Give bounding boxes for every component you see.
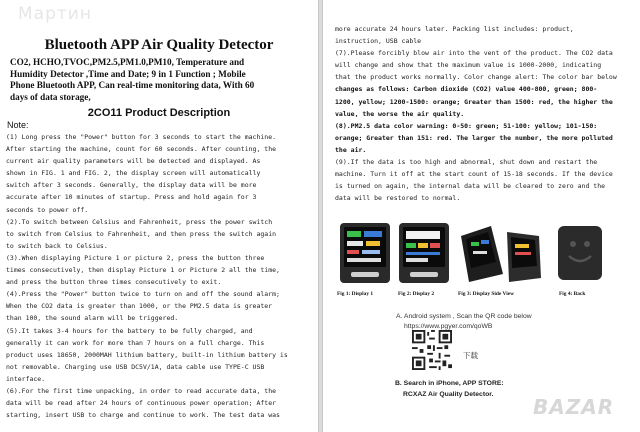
left-page [0, 0, 318, 432]
instruction-line: (9).If the data is too high and abnormal, shut down and restart the [335, 158, 598, 167]
device-side-view-photo [457, 222, 547, 284]
spec-paragraph [10, 57, 310, 103]
android-instruction-line: A. Android system , Scan the QR code below [396, 313, 532, 320]
instruction-line: After starting the machine, count for 60 seconds. After counting, the [6, 145, 277, 154]
instruction-line: changes as follows: Carbon dioxide (CO2) value 400-800, green; 800- [335, 85, 598, 94]
instruction-line: value, the worse the air quality. [335, 109, 465, 118]
instruction-line: (8).PM2.5 data color warning: 0-50: green; 51-100: yellow; 101-150: [335, 121, 598, 130]
qr-code[interactable] [412, 330, 452, 370]
ios-instruction-line: B. Search in iPhone, APP STORE: [395, 380, 504, 387]
watermark-text: Мартин [18, 4, 92, 24]
instruction-line: and press the button three times consecutively to exit. [6, 278, 222, 287]
instruction-line: interface. [6, 374, 46, 383]
instruction-line: starting, insert USB to charge and continue to work. The test data was [6, 411, 280, 420]
instruction-line: seconds to power off. [6, 205, 89, 214]
instructions-text [6, 131, 288, 421]
instruction-line: switch after 3 seconds. Generally, the display data will be more [6, 181, 257, 190]
download-url[interactable]: https://www.pgyer.com/qoWB [404, 322, 493, 330]
instruction-line: (4).Press the "Power" button twice to turn on and off the sound alarm; [6, 290, 280, 299]
instruction-line: (3).When displaying Picture 1 or picture 2, press the button three [6, 253, 265, 262]
instruction-line: instruction, USB cable [335, 37, 422, 46]
instruction-line: 1200, yellow; 1200-1500: orange; Greater than 1500: red, the higher the [335, 97, 613, 106]
qr-download-label: 下载 [463, 351, 478, 360]
instruction-line: not removable. Charging use USB DC5V/1A, data cable use TYPE-C USB [6, 362, 265, 371]
instruction-line: When the CO2 data is greater than 1000, or the PM2.5 data is greater [6, 302, 273, 311]
device-display-2-photo [398, 222, 450, 284]
instruction-line: will change and show that the maximum value is 1000-2000, indicating [335, 61, 602, 70]
android-instructions [396, 312, 532, 331]
figure-caption: Fig 4: Back [559, 291, 586, 297]
note-label: Note: [7, 120, 29, 130]
device-display-1-photo [339, 222, 391, 284]
instruction-line: times consecutively, then display Picture 1 or Picture 2 all the time, [6, 266, 280, 275]
instruction-line: (2).To switch between Celsius and Fahrenheit, press the power switch [6, 217, 273, 226]
instruction-line: (6).For the first time unpacking, in order to read accurate data, the [6, 386, 277, 395]
instruction-line: more accurate 24 hours later. Packing list includes: product, [335, 25, 574, 33]
spec-line: CO2, HCHO,TVOC,PM2.5,PM1.0,PM10, Temperature and [10, 57, 245, 67]
instruction-line: than 100, the sound alarm will be triggered. [6, 314, 179, 323]
instruction-line: machine. Turn it off at the start count of 15-18 seconds. If the device [335, 170, 613, 179]
instruction-line: (7).Please forcibly blow air into the vent of the product. The CO2 data [335, 49, 613, 58]
instruction-line: shown in FIG. 1 and FIG. 2, the display screen will automatically [6, 169, 261, 178]
instruction-line: to switch back to Celsius. [6, 241, 108, 250]
ios-instructions [395, 378, 504, 400]
spec-line: days of data storage, [10, 91, 91, 102]
instruction-line: generally it can work for more than 7 hours on a full charge. This [6, 338, 265, 347]
figure-caption: Fig 3: Display Side View [458, 291, 515, 297]
instruction-line: to switch from Celsius to Fahrenheit, and then press the switch again [6, 229, 277, 238]
instruction-line: the air. [335, 145, 367, 154]
product-description-heading: 2CO11 Product Description [87, 107, 231, 119]
document-title: Bluetooth APP Air Quality Detector [44, 37, 274, 53]
device-back-photo [556, 222, 604, 284]
instruction-line: product uses 18650, 2000MAH lithium battery, built-in lithium battery is [6, 350, 288, 359]
instruction-line: orange; Greater than 151: red. The larger the number, the more polluted [335, 133, 613, 142]
right-page [323, 0, 640, 432]
figure-caption: Fig 2: Display 2 [398, 291, 435, 297]
instruction-line: current air quality parameters will be detected and displayed. As [6, 157, 261, 166]
instruction-line: is turned on again, the internal data will be cleared to zero and the [335, 182, 606, 191]
spec-line: Humidity Detector ,Time and Date; 9 in 1 Function ; Mobile [10, 68, 246, 79]
instruction-line: data will be restored to normal. [335, 194, 461, 203]
instructions-text-continued [335, 23, 617, 204]
instruction-line: data will be read after 24 hours of continuous power operation; After [6, 399, 277, 408]
instruction-line: (5).It takes 3-4 hours for the battery to be fully charged, and [6, 326, 253, 335]
app-store-name: RCXAZ Air Quality Detector. [403, 391, 494, 398]
instruction-line: that the product works normally. Color change alert: The color bar below [335, 73, 617, 82]
bazar-watermark: BAZAR [533, 395, 615, 419]
instruction-line: (1) Long press the "Power" button for 3 seconds to start the machine. [6, 133, 277, 141]
figure-caption: Fig 1: Display 1 [337, 291, 374, 297]
instruction-line: accurate after 10 minutes of startup. Press and hold again for 3 [6, 193, 257, 202]
spec-line: Phone Bluetooth APP, Can real-time monitoring data, With 60 [10, 80, 255, 91]
